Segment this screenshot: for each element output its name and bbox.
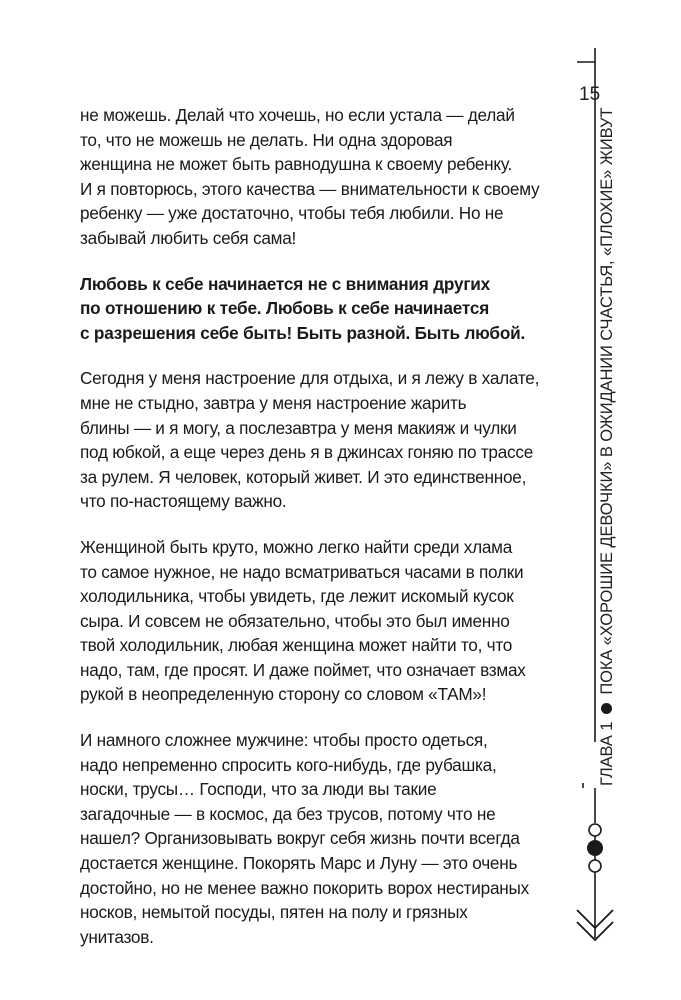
body-text bbox=[80, 103, 550, 970]
text-line: И я повторюсь, этого качества — внимательности к своему bbox=[80, 178, 540, 199]
page-number: 15 bbox=[579, 84, 601, 105]
paragraph-5 bbox=[80, 728, 550, 949]
paragraph-1 bbox=[80, 103, 550, 251]
paragraph-3 bbox=[80, 366, 550, 514]
text-line: ребенку — уже достаточно, чтобы тебя любили. Но не bbox=[80, 203, 504, 224]
text-line: надо непременно спросить кого-нибудь, где рубашка, bbox=[80, 754, 497, 775]
paragraph-2-emphasis bbox=[80, 272, 550, 346]
text-line: блины — и я могу, а послезавтра у меня макияж и чулки bbox=[80, 417, 517, 438]
text-line: то самое нужное, не надо всматриваться часами в полки bbox=[80, 561, 524, 582]
text-line: с разрешения себе быть! Быть разной. Быть любой. bbox=[80, 322, 526, 343]
bullet-dot-icon bbox=[601, 703, 612, 714]
text-line: Сегодня у меня настроение для отдыха, и я лежу в халате, bbox=[80, 368, 540, 389]
text-line: носков, немытой посуды, пятен на полу и грязных bbox=[80, 902, 468, 923]
paragraph-4 bbox=[80, 535, 550, 707]
text-line: холодильника, чтобы увидеть, где лежит искомый кусок bbox=[80, 586, 514, 607]
running-head bbox=[597, 108, 617, 786]
text-line: нашел? Организовывать вокруг себя жизнь почти всегда bbox=[80, 828, 520, 849]
text-line: загадочные — в космос, да без трусов, потому что не bbox=[80, 803, 496, 824]
text-line: по отношению к тебе. Любовь к себе начинается bbox=[80, 298, 490, 319]
text-line: рукой в неопределенную сторону со словом «ТАМ»! bbox=[80, 684, 487, 705]
text-line: унитазов. bbox=[80, 926, 154, 947]
text-line: достается женщине. Покорять Марс и Луну — это очень bbox=[80, 853, 518, 874]
text-line: за рулем. Я человек, который живет. И это единственное, bbox=[80, 466, 527, 487]
text-line: достойно, но не менее важно покорить ворох нестираных bbox=[80, 877, 529, 898]
text-line: что по-настоящему важно. bbox=[80, 491, 287, 512]
text-line: мне не стыдно, завтра у меня настроение жарить bbox=[80, 392, 467, 413]
text-line: женщина не может быть равнодушна к своему ребенку. bbox=[80, 154, 513, 175]
text-line: сыра. И совсем не обязательно, чтобы это был именно bbox=[80, 610, 510, 631]
text-line: под юбкой, а еще через день я в джинсах гоняю по трассе bbox=[80, 442, 534, 463]
text-line: надо, там, где просят. И даже поймет, что означает взмах bbox=[80, 659, 526, 680]
text-line: И намного сложнее мужчине: чтобы просто одеться, bbox=[80, 730, 488, 751]
text-line: Женщиной быть круто, можно легко найти среди хлама bbox=[80, 536, 513, 557]
book-title: ПОКА «ХОРОШИЕ ДЕВОЧКИ» В ОЖИДАНИИ СЧАСТЬЯ, «ПЛОХИЕ» ЖИВУТ bbox=[598, 107, 616, 695]
text-line: твой холодильник, любая женщина может найти то, что bbox=[80, 635, 513, 656]
text-line: забывай любить себя сама! bbox=[80, 227, 297, 248]
text-line: не можешь. Делай что хочешь, но если устала — делай bbox=[80, 105, 515, 125]
text-line: Любовь к себе начинается не с внимания других bbox=[80, 273, 491, 294]
text-line: то, что не можешь не делать. Ни одна здоровая bbox=[80, 129, 453, 150]
text-line: носки, трусы… Господи, что за люди вы такие bbox=[80, 779, 437, 800]
chapter-label: ГЛАВА 1 bbox=[598, 721, 616, 786]
